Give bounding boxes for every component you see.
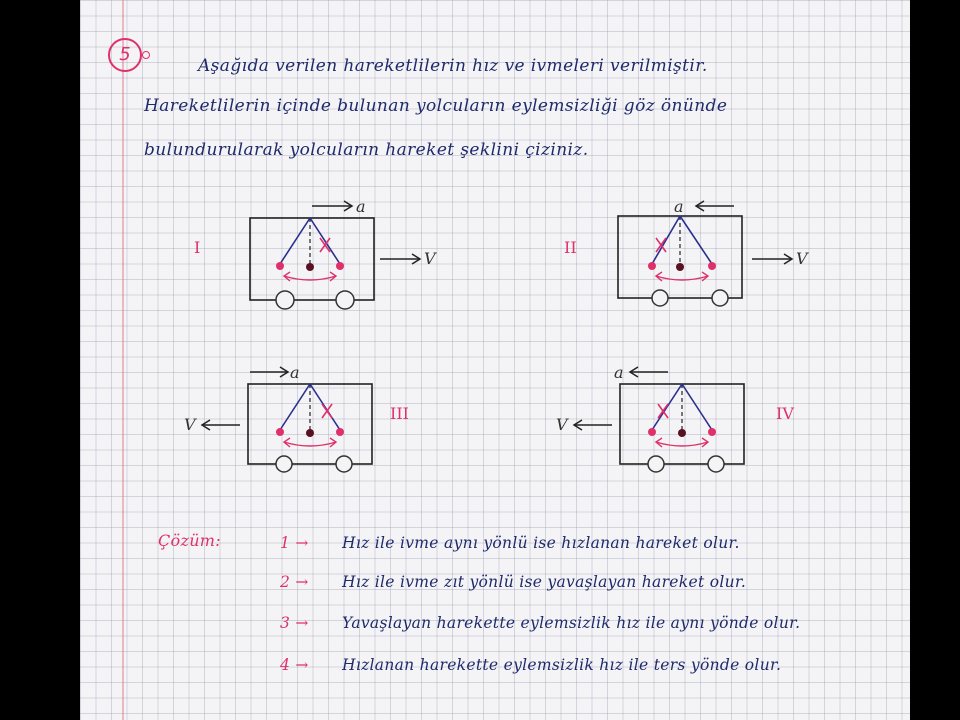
accel-label-2: a bbox=[674, 197, 684, 216]
diagram-1-roman: I bbox=[194, 238, 201, 257]
solution-item-4-text: Hızlanan harekette eylemsizlik hız ile ters yönde olur. bbox=[342, 656, 782, 674]
solution-heading: Çözüm: bbox=[158, 531, 221, 550]
vehicle-box-4 bbox=[620, 384, 744, 464]
question-line-3: bulundurularak yolcuların hareket şeklini çiziniz. bbox=[144, 140, 589, 160]
diagram-3 bbox=[176, 358, 406, 488]
vehicle-box-3 bbox=[248, 384, 372, 464]
diagram-4-roman: IV bbox=[776, 404, 794, 423]
pendulum-bob-3 bbox=[306, 429, 314, 437]
wheel-icon bbox=[336, 456, 352, 472]
wheel-icon bbox=[276, 291, 294, 309]
accel-arrow-3 bbox=[250, 367, 288, 377]
question-number-dot bbox=[142, 51, 150, 59]
velocity-arrow-4 bbox=[574, 420, 612, 430]
velocity-label-3: V bbox=[184, 415, 196, 434]
velocity-label-4: V bbox=[556, 415, 568, 434]
velocity-arrow-3 bbox=[202, 420, 240, 430]
solution-item-4-number: 4 → bbox=[280, 656, 309, 674]
question-line-1: Aşağıda verilen hareketlilerin hız ve ivmeleri verilmiştir. bbox=[198, 56, 708, 76]
diagram-4 bbox=[546, 358, 776, 488]
solution-item-2-number: 2 → bbox=[280, 573, 309, 591]
vehicle-box-1 bbox=[250, 218, 374, 300]
pendulum-bob-2 bbox=[676, 263, 684, 271]
wheel-icon bbox=[708, 456, 724, 472]
velocity-arrow-1 bbox=[380, 254, 420, 264]
notebook-page bbox=[80, 0, 910, 720]
accel-label-4: a bbox=[614, 363, 624, 382]
solution-item-2-text: Hız ile ivme zıt yönlü ise yavaşlayan hareket olur. bbox=[342, 573, 747, 591]
solution-item-1-number: 1 → bbox=[280, 534, 309, 552]
accel-label-1: a bbox=[356, 197, 366, 216]
accel-arrow-4 bbox=[630, 367, 668, 377]
diagram-2 bbox=[610, 190, 830, 320]
pendulum-bob-4 bbox=[678, 429, 686, 437]
question-number-circle bbox=[108, 38, 142, 72]
question-number: 5 bbox=[119, 44, 131, 65]
accel-arrow-2 bbox=[696, 201, 734, 211]
wheel-icon bbox=[648, 456, 664, 472]
diagram-1 bbox=[240, 190, 460, 320]
accel-arrow-1 bbox=[312, 201, 352, 211]
wheel-icon bbox=[276, 456, 292, 472]
solution-item-3-number: 3 → bbox=[280, 614, 309, 632]
pendulum-bob-1 bbox=[306, 263, 314, 271]
solution-item-3-text: Yavaşlayan harekette eylemsizlik hız ile aynı yönde olur. bbox=[342, 614, 801, 632]
solution-item-1-text: Hız ile ivme aynı yönlü ise hızlanan hareket olur. bbox=[342, 534, 740, 552]
velocity-label-1: V bbox=[424, 249, 436, 268]
vehicle-box-2 bbox=[618, 216, 742, 298]
wheel-icon bbox=[712, 290, 728, 306]
velocity-arrow-2 bbox=[752, 254, 792, 264]
velocity-label-2: V bbox=[796, 249, 808, 268]
wheel-icon bbox=[652, 290, 668, 306]
diagram-2-roman: II bbox=[564, 238, 577, 257]
wheel-icon bbox=[336, 291, 354, 309]
accel-label-3: a bbox=[290, 363, 300, 382]
margin-line bbox=[122, 0, 124, 720]
question-line-2: Hareketlilerin içinde bulunan yolcuların eylemsizliği göz önünde bbox=[144, 96, 728, 116]
diagram-3-roman: III bbox=[390, 404, 409, 423]
